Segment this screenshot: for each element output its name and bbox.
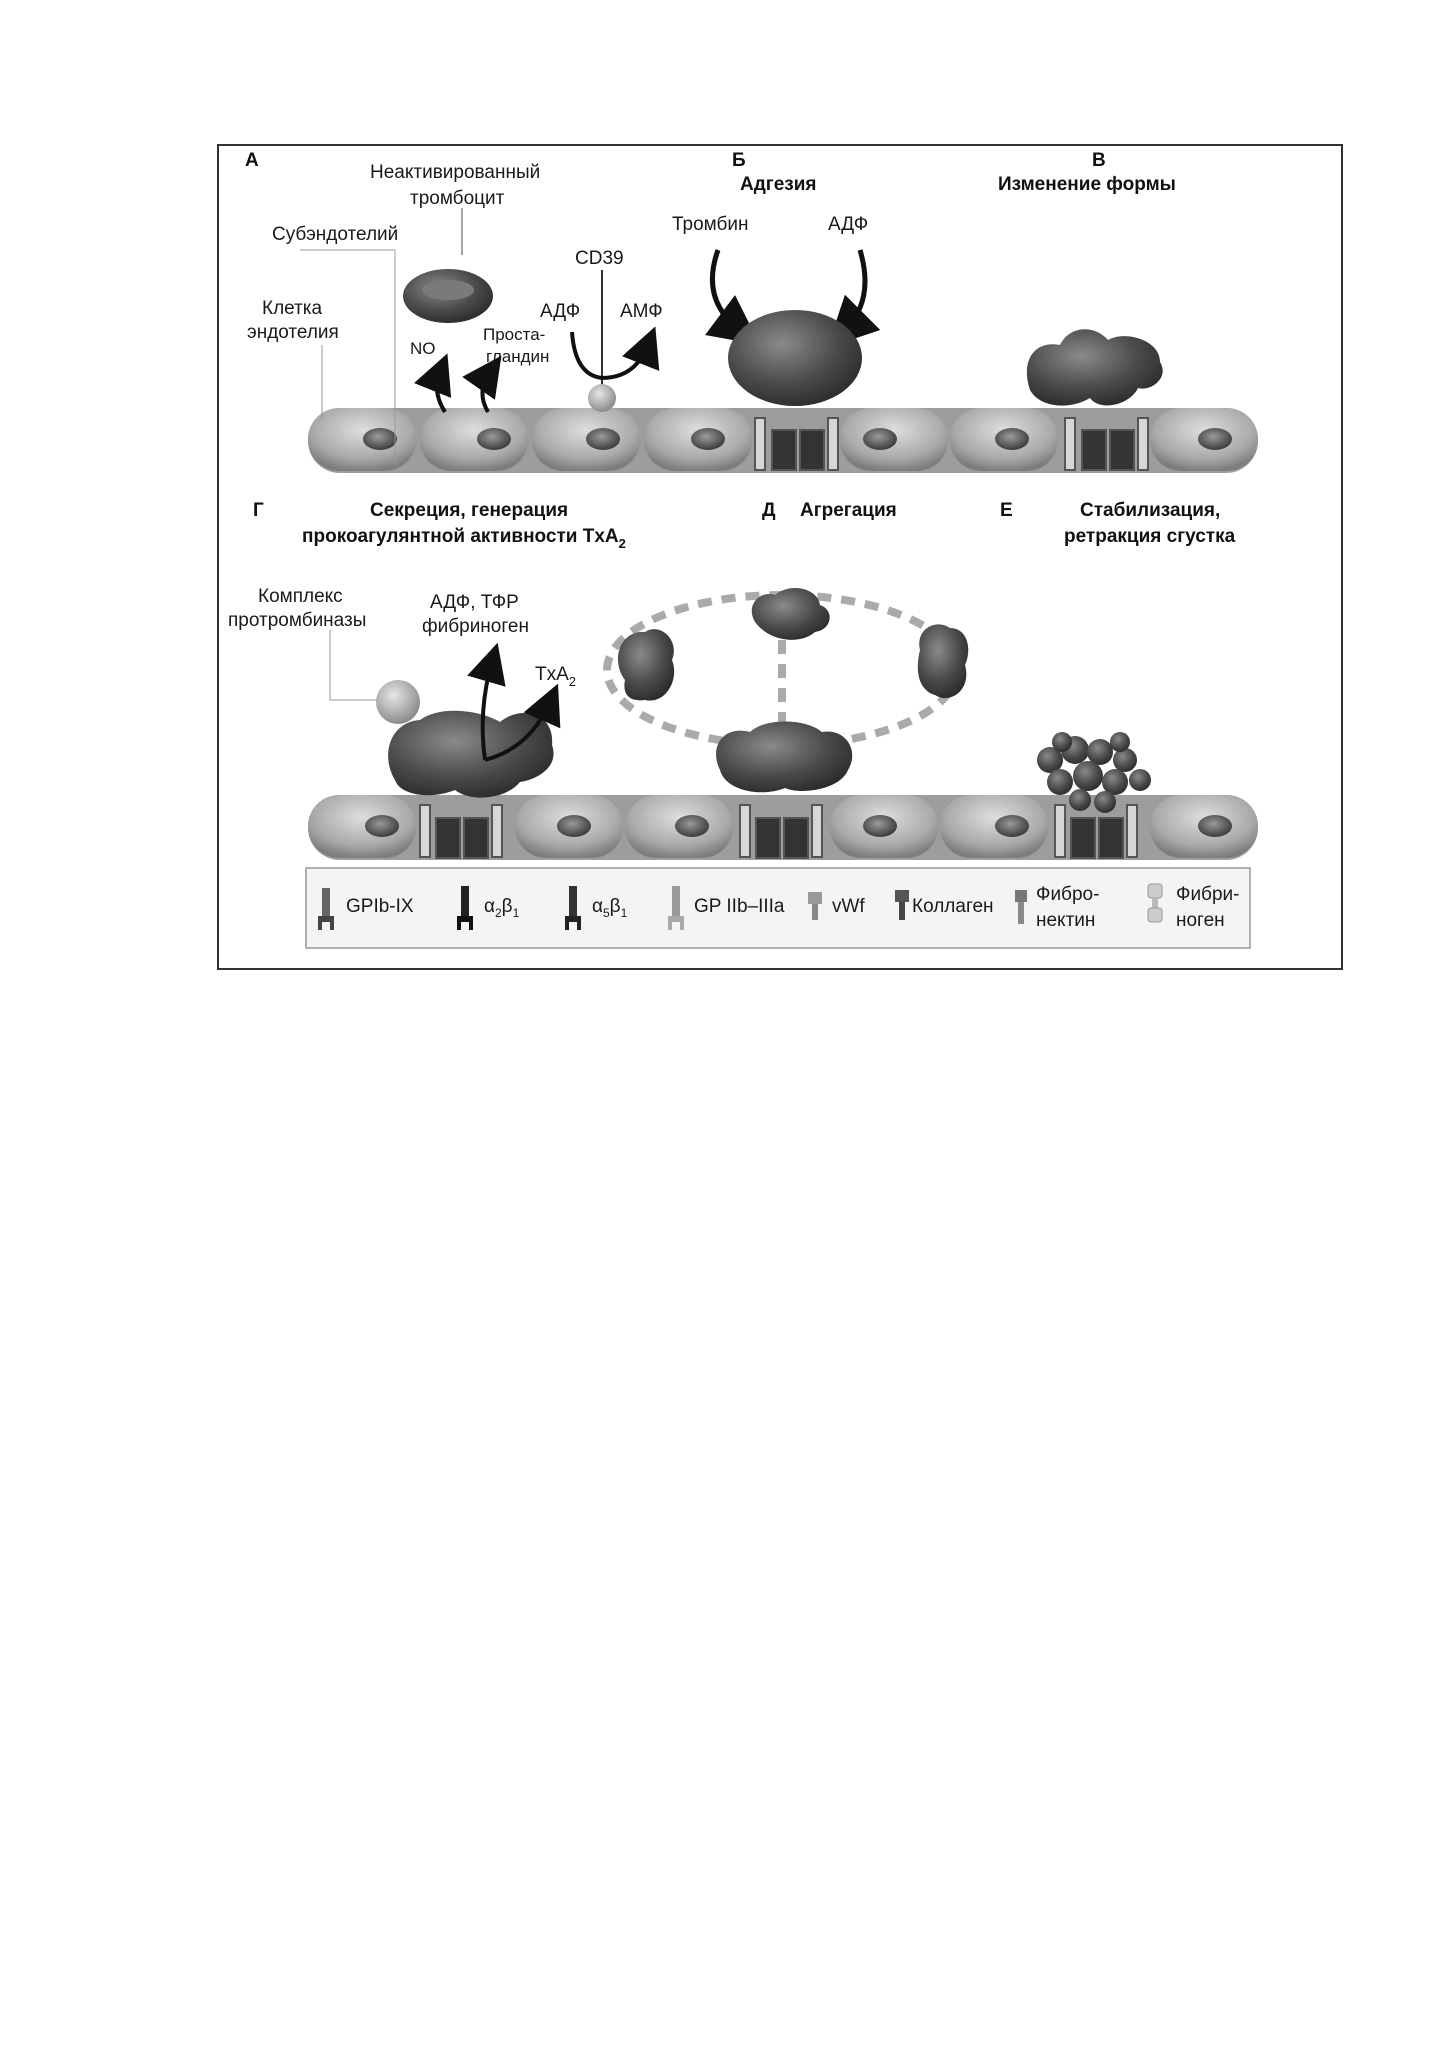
nucleus — [557, 815, 591, 837]
cd39-label: CD39 — [575, 248, 624, 269]
panel-letter-v: В — [1092, 150, 1106, 171]
nucleus — [863, 815, 897, 837]
cell-3 — [532, 408, 640, 471]
panel-letter-b: Б — [732, 150, 746, 171]
cd39-enzyme — [588, 384, 616, 412]
prothrombinase-label-line1: Комплекс — [258, 586, 343, 607]
legend — [306, 868, 1250, 948]
adp-arrow-b — [845, 250, 865, 330]
beta: β — [609, 896, 621, 917]
platelet-highlight — [422, 280, 474, 300]
nucleus — [1198, 428, 1232, 450]
cell-1 — [308, 795, 416, 858]
panel-d — [607, 500, 968, 792]
legend-label-gp1b: GPIb-IX — [346, 896, 414, 917]
subendothelium-label: Субэндотелий — [272, 224, 399, 245]
panel-e — [1000, 500, 1236, 813]
aggregated-platelet-right — [918, 624, 968, 698]
cell-2 — [420, 408, 528, 471]
prostaglandin-label-line2: гландин — [486, 347, 550, 366]
legend-label-gp2b3a: GP IIb–IIIa — [694, 896, 785, 917]
no-arrow — [437, 372, 445, 412]
panel-title-v: Изменение формы — [998, 174, 1176, 195]
shape-changed-platelet — [1027, 329, 1163, 405]
subscript: 2 — [568, 674, 577, 689]
legend-label-fibrinogen-line1: Фибри- — [1176, 884, 1240, 905]
panel-letter-e: Е — [1000, 500, 1013, 521]
secreting-platelet — [388, 711, 553, 798]
svg-text:прокоагулянтной активности TxA — [302, 526, 626, 551]
subscript: 2 — [618, 536, 626, 551]
inactive-platelet-label-line1: Неактивированный — [370, 162, 541, 183]
cell-4 — [644, 408, 752, 471]
cell-1 — [308, 408, 416, 471]
panel-title-d: Агрегация — [800, 500, 897, 521]
legend-label-collagen: Коллаген — [912, 896, 994, 917]
cell-7 — [1150, 408, 1258, 471]
panel-b — [672, 150, 868, 406]
inactive-platelet-label-line2: тромбоцит — [410, 188, 505, 209]
no-label: NO — [410, 339, 436, 358]
beta: β — [501, 896, 513, 917]
nucleus — [863, 428, 897, 450]
panel-v — [998, 150, 1176, 406]
cell-3 — [625, 795, 733, 858]
nucleus — [995, 815, 1029, 837]
adhering-platelet — [728, 310, 862, 406]
aggregated-platelet-left — [618, 629, 674, 700]
prothrombinase-complex — [376, 680, 420, 724]
alpha: α — [592, 896, 603, 917]
cell-6 — [950, 408, 1058, 471]
nucleus — [363, 428, 397, 450]
legend-item-vwf — [808, 892, 865, 920]
nucleus — [586, 428, 620, 450]
txa2-label: TxA — [535, 664, 569, 685]
legend-label-fibronectin-line1: Фибро- — [1036, 884, 1100, 905]
leader-line — [330, 630, 378, 700]
subscript: 2 — [494, 906, 502, 920]
svg-text:TxA2 — [535, 664, 576, 689]
panel-g — [228, 500, 626, 798]
panel-title-g-line2: прокоагулянтной активности TxA — [302, 526, 619, 547]
nucleus — [995, 428, 1029, 450]
adp-label-b: АДФ — [828, 214, 869, 235]
nucleus — [691, 428, 725, 450]
nucleus — [477, 428, 511, 450]
thrombin-label: Тромбин — [672, 214, 749, 235]
endothelial-cell-label-line2: эндотелия — [247, 322, 339, 343]
adp-to-amp-arrow — [572, 332, 648, 378]
nucleus — [675, 815, 709, 837]
cell-4 — [830, 795, 938, 858]
amp-label: АМФ — [620, 301, 663, 322]
release-label-line2: фибриноген — [422, 616, 529, 637]
subscript: 1 — [512, 906, 520, 920]
prothrombinase-label-line2: протромбиназы — [228, 610, 367, 631]
aggregated-platelet-base — [716, 722, 852, 793]
panel-title-e-line1: Стабилизация, — [1080, 500, 1221, 521]
cell-2 — [515, 795, 623, 858]
prostaglandin-arrow — [482, 372, 490, 412]
adp-label-a: АДФ — [540, 301, 581, 322]
nucleus — [365, 815, 399, 837]
subscript: 1 — [620, 906, 628, 920]
panel-letter-d: Д — [762, 500, 776, 521]
panel-letter-g: Г — [253, 500, 264, 521]
nucleus — [1198, 815, 1232, 837]
alpha: α — [484, 896, 495, 917]
subscript: 5 — [602, 906, 610, 920]
legend-label-fibrinogen-line2: ноген — [1176, 910, 1225, 931]
cell-5 — [840, 408, 948, 471]
legend-label-vwf: vWf — [832, 896, 865, 917]
panel-title-e-line2: ретракция сгустка — [1064, 526, 1236, 547]
panel-title-b: Адгезия — [740, 174, 817, 195]
panel-title-g-line1: Секреция, генерация — [370, 500, 569, 521]
release-label-line1: АДФ, ТФР — [430, 592, 519, 613]
panel-letter-a: А — [245, 150, 259, 171]
endothelial-cell-label-line1: Клетка — [262, 298, 323, 319]
thrombin-arrow — [712, 250, 740, 330]
cell-5 — [940, 795, 1048, 858]
cell-6 — [1150, 795, 1258, 858]
legend-label-fibronectin-line2: нектин — [1036, 910, 1096, 931]
prostaglandin-label-line1: Проста- — [483, 325, 546, 344]
